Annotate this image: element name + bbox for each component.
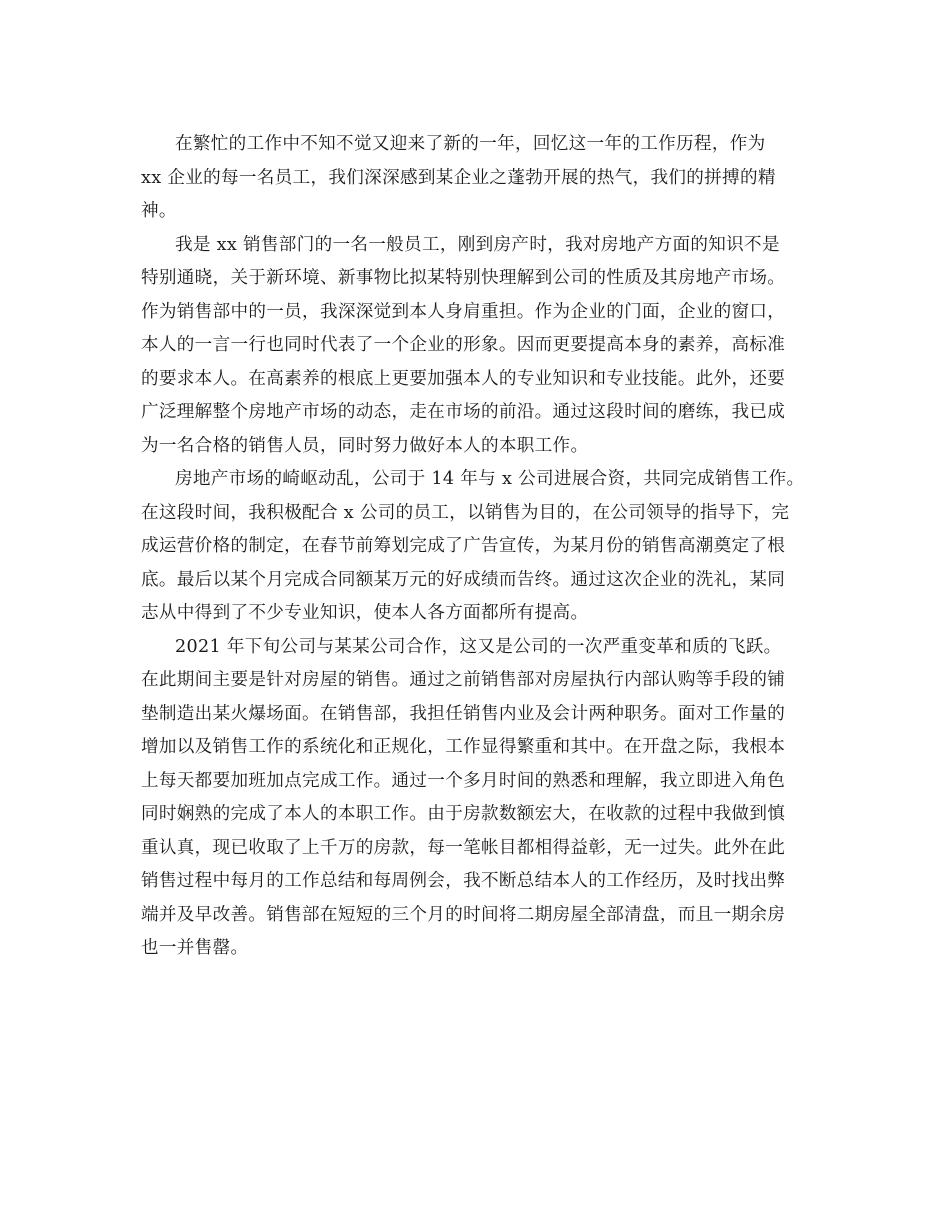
- paragraph-1: [141, 128, 813, 229]
- paragraph-2: [141, 229, 813, 464]
- paragraph-line: 端并及早改善。销售部在短短的三个月的时间将二期房屋全部清盘，而且一期余房: [141, 904, 786, 925]
- paragraph-line: 成运营价格的制定，在春节前筹划完成了广告宣传，为某月份的销售高潮奠定了根: [141, 536, 786, 556]
- document-body: [141, 128, 813, 966]
- paragraph-line: 在此期间主要是针对房屋的销售。通过之前销售部对房屋执行内部认购等手段的铺: [141, 670, 786, 690]
- paragraph-line: 在繁忙的工作中不知不觉又迎来了新的一年，回忆这一年的工作历程，作为: [175, 134, 766, 154]
- paragraph-line: 同时娴熟的完成了本人的本职工作。由于房款数额宏大，在收款的过程中我做到慎: [141, 804, 786, 824]
- paragraph-line: 销售过程中每月的工作总结和每周例会，我不断总结本人的工作经历，及时找出弊: [141, 871, 786, 891]
- paragraph-line: 房地产市场的崎岖动乱，公司于 14 年与 x 公司进展合资，共同完成销售工作。: [175, 469, 805, 489]
- paragraph-line: 为一名合格的销售人员，同时努力做好本人的本职工作。: [141, 435, 589, 456]
- paragraph-line: 重认真，现已收取了上千万的房款，每一笔帐目都相得益彰，无一过失。此外在此: [141, 837, 786, 858]
- paragraph-line: 神。: [141, 201, 177, 221]
- paragraph-line: 志从中得到了不少专业知识，使本人各方面都所有提高。: [141, 603, 589, 623]
- paragraph-line: 增加以及销售工作的系统化和正规化，工作显得繁重和其中。在开盘之际，我根本: [141, 737, 786, 757]
- paragraph-line: 本人的一言一行也同时代表了一个企业的形象。因而更要提高本身的素养，高标准: [141, 335, 786, 355]
- paragraph-line: 上每天都要加班加点完成工作。通过一个多月时间的熟悉和理解，我立即进入角色: [141, 770, 786, 791]
- paragraph-line: 也一并售罄。: [141, 938, 249, 958]
- paragraph-line: 我是 xx 销售部门的一名一般员工，刚到房产时，我对房地产方面的知识不是: [175, 234, 780, 255]
- paragraph-line: 2021 年下旬公司与某某公司合作，这又是公司的一次严重变革和质的飞跃。: [175, 636, 782, 657]
- paragraph-line: 在这段时间，我积极配合 x 公司的员工，以销售为目的，在公司领导的指导下，完: [141, 502, 790, 523]
- paragraph-line: xx 企业的每一名员工，我们深深感到某企业之蓬勃开展的热气，我们的拼搏的精: [141, 167, 776, 188]
- paragraph-4: [141, 631, 813, 966]
- paragraph-3: [141, 463, 813, 631]
- paragraph-line: 的要求本人。在高素养的根底上更要加强本人的专业知识和专业技能。此外，还要: [141, 368, 786, 389]
- paragraph-line: 广泛理解整个房地产市场的动态，走在市场的前沿。通过这段时间的磨练，我已成: [141, 402, 786, 422]
- paragraph-line: 底。最后以某个月完成合同额某万元的好成绩而告终。通过这次企业的洗礼，某同: [141, 569, 786, 590]
- paragraph-line: 特别通晓，关于新环境、新事物比拟某特别快理解到公司的性质及其房地产市场。: [141, 268, 786, 288]
- paragraph-line: 垫制造出某火爆场面。在销售部，我担任销售内业及会计两种职务。面对工作量的: [141, 703, 786, 724]
- paragraph-line: 作为销售部中的一员，我深深觉到本人身肩重担。作为企业的门面，企业的窗口，: [141, 301, 786, 322]
